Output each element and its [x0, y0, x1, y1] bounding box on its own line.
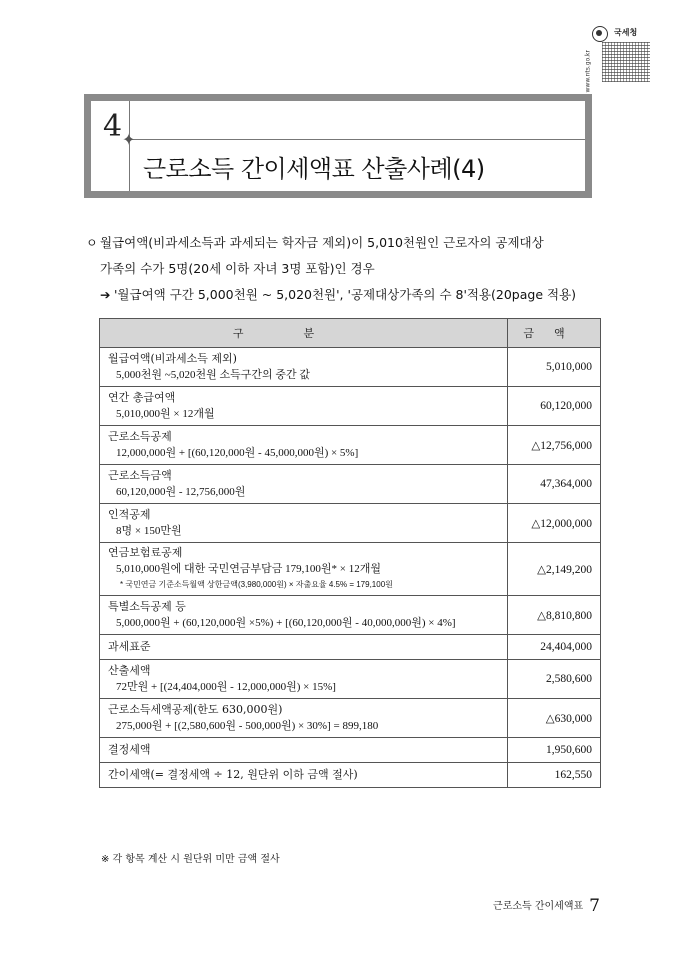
- table-row: [100, 738, 601, 763]
- row-amount: △12,756,000: [508, 426, 601, 465]
- table-row: [100, 426, 601, 465]
- tax-calculation-table: [99, 318, 601, 788]
- header-amount: 금액: [508, 319, 601, 348]
- row-note: * 국민연금 기준소득월액 상한금액(3,980,000원) × 자출요율 4.5% = 179,100원: [120, 580, 393, 589]
- row-label: 근로소득세액공제(한도 630,000원): [108, 703, 283, 716]
- table-row: [100, 699, 601, 738]
- row-amount: 162,550: [508, 763, 601, 788]
- row-label: 인적공제: [108, 508, 151, 521]
- intro-text-1: 월급여액(비과세소득과 과세되는 학자금 제외)이 5,010천원인 근로자의 공제대상: [100, 235, 544, 250]
- intro-line-3: [86, 282, 606, 308]
- intro-text-3: '월급여액 구간 5,000천원 ~ 5,020천원', '공제대상가족의 수 8'적용(20page 적용): [114, 287, 577, 302]
- case-description: [86, 230, 606, 308]
- row-detail: 5,000,000원 + (60,120,000원 ×5%) + [(60,120,000원 - 40,000,000원) × 4%]: [116, 617, 456, 629]
- row-amount: 47,364,000: [508, 465, 601, 504]
- row-label: 결정세액: [100, 738, 508, 763]
- nts-logo: [584, 26, 656, 93]
- row-label: 근로소득공제: [108, 430, 172, 443]
- row-label: 특별소득공제 등: [108, 600, 186, 613]
- footer-label: 근로소득 간이세액표: [493, 901, 584, 912]
- row-amount: △2,149,200: [508, 543, 601, 596]
- row-detail: 5,010,000원에 대한 국민연금부담금 179,100원* × 12개월: [116, 563, 381, 575]
- arrow-icon: ➔: [100, 287, 111, 302]
- row-detail: 5,000천원 ~5,020천원 소득구간의 중간 값: [116, 369, 310, 381]
- row-detail: 12,000,000원 + [(60,120,000원 - 45,000,000원) × 5%]: [116, 447, 359, 459]
- row-label: 월급여액(비과세소득 제외): [108, 352, 237, 365]
- logo-url: www.nts.go.kr: [584, 50, 592, 93]
- row-detail: 72만원 + [(24,404,000원 - 12,000,000원) × 15%]: [116, 681, 336, 693]
- footnote: ※ 각 항목 계산 시 원단위 미만 금액 절사: [101, 854, 280, 865]
- row-amount: 24,404,000: [508, 635, 601, 660]
- bullet-icon: ㅇ: [86, 236, 98, 250]
- table-row: [100, 348, 601, 387]
- table-row: [100, 635, 601, 660]
- table-row: [100, 543, 601, 596]
- row-amount: △8,810,800: [508, 596, 601, 635]
- heading-horizontal-rule: [129, 139, 585, 140]
- row-amount: 2,580,600: [508, 660, 601, 699]
- page-footer: [493, 896, 600, 916]
- row-label: 연간 총급여액: [108, 391, 176, 404]
- row-label: 연금보험료공제: [108, 546, 183, 559]
- logo-pattern-icon: [602, 42, 650, 82]
- row-detail: 275,000원 + [(2,580,600원 - 500,000원) × 30%] = 899,180: [116, 720, 379, 732]
- row-amount: 5,010,000: [508, 348, 601, 387]
- table-row: [100, 465, 601, 504]
- row-detail: 8명 × 150만원: [116, 525, 182, 537]
- row-label: 산출세액: [108, 664, 151, 677]
- row-amount: △630,000: [508, 699, 601, 738]
- table-row: [100, 763, 601, 788]
- row-amount: 1,950,600: [508, 738, 601, 763]
- chapter-title: 근로소득 간이세액표 산출사례(4): [143, 155, 485, 183]
- sparkle-icon: ✦: [122, 130, 136, 149]
- logo-name: 국세청: [614, 28, 638, 37]
- row-detail: 5,010,000원 × 12개월: [116, 408, 215, 420]
- header-category: 구분: [100, 319, 508, 348]
- table-header-row: [100, 319, 601, 348]
- chapter-number: 4: [103, 109, 123, 144]
- table-row: [100, 596, 601, 635]
- nts-emblem-icon: [592, 26, 608, 42]
- row-amount: 60,120,000: [508, 387, 601, 426]
- table-row: [100, 504, 601, 543]
- page-number: 7: [589, 896, 600, 916]
- row-detail: 60,120,000원 - 12,756,000원: [116, 486, 246, 498]
- row-amount: △12,000,000: [508, 504, 601, 543]
- intro-line-2: 가족의 수가 5명(20세 이하 자녀 3명 포함)인 경우: [100, 261, 375, 276]
- row-label: 간이세액(= 결정세액 ÷ 12, 원단위 이하 금액 절사): [100, 763, 508, 788]
- chapter-heading-box: [84, 94, 592, 198]
- table-row: [100, 387, 601, 426]
- row-label: 근로소득금액: [108, 469, 172, 482]
- intro-line-1: [86, 230, 606, 256]
- table-row: [100, 660, 601, 699]
- row-label: 과세표준: [100, 635, 508, 660]
